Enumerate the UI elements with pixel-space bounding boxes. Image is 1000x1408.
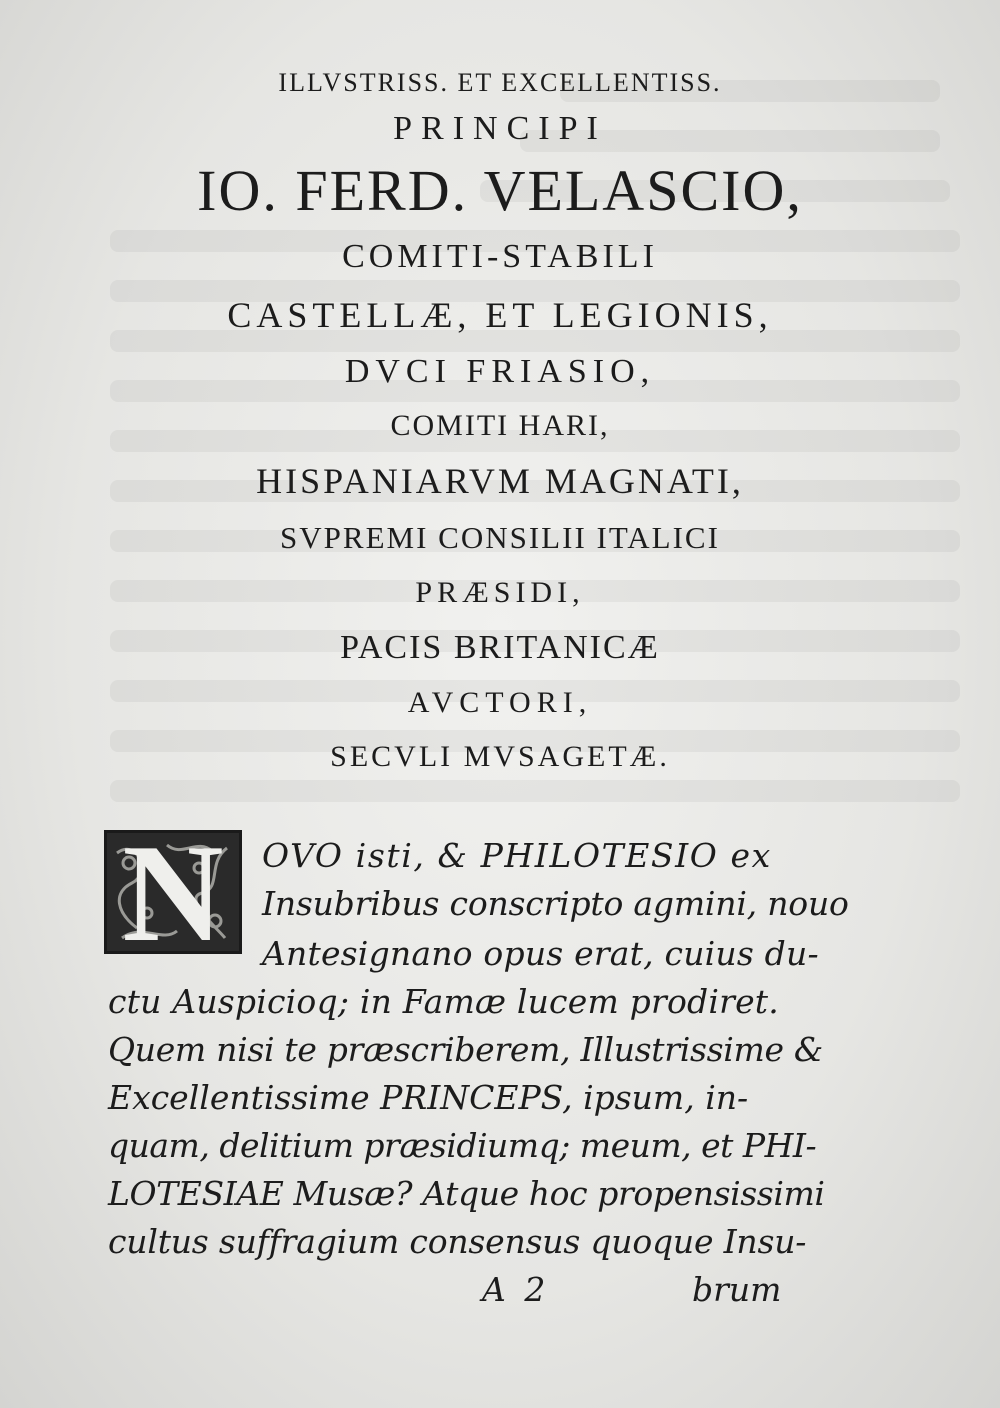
heading-name-line: IO. FERD. VELASCIO, bbox=[197, 158, 803, 223]
heading-line: COMITI-STABILI bbox=[342, 238, 658, 275]
heading-line: PRINCIPI bbox=[393, 110, 607, 147]
heading-line: HISPANIARVM MAGNATI, bbox=[256, 461, 744, 501]
heading-line: AVCTORI, bbox=[407, 686, 593, 719]
text-line: Excellentissime PRINCEPS, ipsum, in- bbox=[108, 1078, 749, 1117]
text-line: Quem nisi te præscriberem, Illustrissime & bbox=[108, 1030, 824, 1069]
initial-letter: N bbox=[122, 830, 224, 954]
text-line: ctu Auspicioq; in Famæ lucem prodiret. bbox=[108, 982, 779, 1021]
heading-line: ILLVSTRISS. ET EXCELLENTISS. bbox=[278, 68, 722, 97]
dedication-heading bbox=[0, 62, 1000, 784]
heading-line: DVCI FRIASIO, bbox=[344, 353, 656, 390]
heading-line: PRÆSIDI, bbox=[415, 576, 585, 609]
text-line: Antesignano opus erat, cuius du- bbox=[262, 934, 819, 973]
heading-line: PACIS BRITANICÆ bbox=[340, 629, 660, 666]
heading-line: SVPREMI CONSILII ITALICI bbox=[280, 520, 720, 555]
text-line: Insubribus conscripto agmini, nouo bbox=[262, 884, 849, 923]
text-line: quam, delitium præsidiumq; meum, et PHI- bbox=[108, 1126, 817, 1165]
heading-line: SECVLI MVSAGETÆ. bbox=[330, 740, 670, 773]
text-line: cultus suffragium consensus quoque Insu- bbox=[108, 1222, 807, 1261]
heading-line: CASTELLÆ, ET LEGIONIS, bbox=[227, 295, 773, 335]
signature-mark: A 2 bbox=[482, 1270, 550, 1309]
catchword: brum bbox=[692, 1270, 782, 1309]
heading-line: COMITI HARI, bbox=[390, 409, 610, 442]
ornamental-initial-icon bbox=[104, 830, 242, 954]
text-line: LOTESIAE Musæ? Atque hoc propensissimi bbox=[108, 1174, 825, 1213]
text-line: OVO isti, & PHILOTESIO ex bbox=[262, 836, 772, 875]
